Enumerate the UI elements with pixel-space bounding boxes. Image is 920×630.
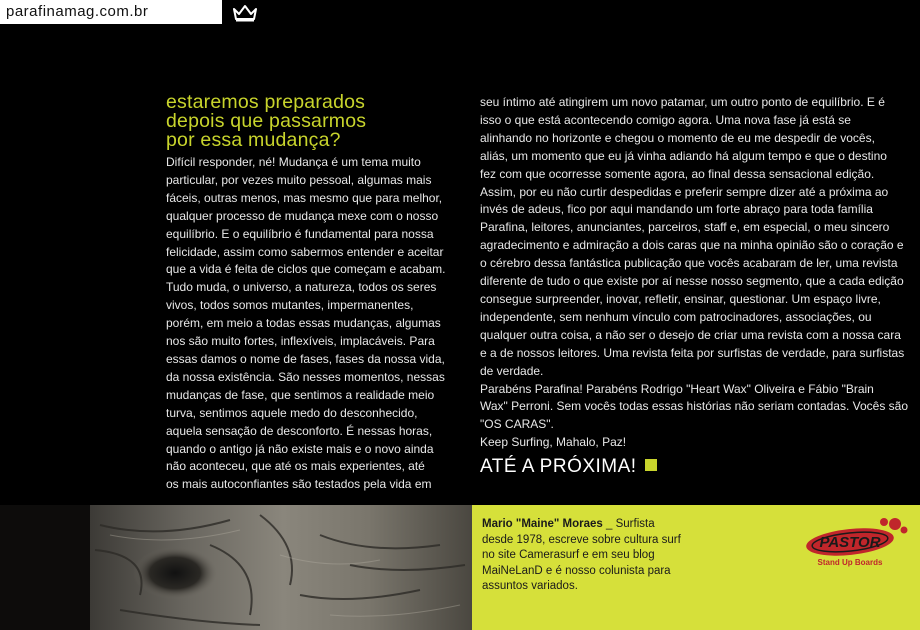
article-line: qualquer processo de mudança mexe com o nosso xyxy=(166,208,439,223)
article-line: Assim, por eu não curtir despedidas e preferir sempre dizer até a próxima ao xyxy=(480,184,889,199)
bio-text: _ Surfista xyxy=(602,518,655,530)
article-line: turva, sentimos aquele medo do desconhecido, xyxy=(166,405,418,420)
article-line: aquela sensação de desconforto. É nessas horas, xyxy=(166,423,433,438)
pastor-logo xyxy=(800,514,912,578)
article-line: independente, sem nenhum vínculo com patrocinadores, associações, ou xyxy=(480,309,872,324)
article-line: de verdade. xyxy=(480,363,544,378)
article-line: qualquer outra coisa, a não ser o desejo de criar uma revista com a nossa cara xyxy=(480,327,901,342)
heading-line: por essa mudança? xyxy=(166,129,341,151)
article-line: Parabéns Parafina! Parabéns Rodrigo "Heart Wax" Oliveira e Fábio "Brain xyxy=(480,381,874,396)
article-line: o cérebro dessa fantástica publicação que vocês acabaram de ler, uma revista xyxy=(480,256,898,271)
article-line: diferente de tudo o que existe por aí nesse nosso segmento, que a cada edição xyxy=(480,274,904,289)
elephant-photo xyxy=(0,505,472,630)
article-line: invés de adeus, fico por aqui mandando um forte abraço para toda família xyxy=(480,202,873,217)
article-line: fez com que ocorresse somente agora, ao final dessa sensacional edição. xyxy=(480,166,875,181)
article-line: agradecimento e admiração a dois caras que na minha opinião são o coração e xyxy=(480,238,904,253)
author-name: Mario "Maine" Moraes xyxy=(482,518,603,530)
article-line: e a de nossos leitores. Uma revista feita por surfistas de verdade, para surfistas xyxy=(480,345,905,360)
article-line: os mais autoconfiantes são testados pela vida em xyxy=(166,477,432,492)
heading-line: depois que passarmos xyxy=(166,110,367,132)
top-bar xyxy=(0,0,920,26)
article-line: particular, por vezes muito pessoal, algumas mais xyxy=(166,172,432,187)
closing-text: ATÉ A PRÓXIMA! xyxy=(480,456,637,477)
bio-line: MaiNeLanD e é nosso colunista para xyxy=(482,564,671,577)
bio-line: assuntos variados. xyxy=(482,580,578,593)
article-line: Parafina, leitores, anunciantes, parceiros, staff e, em especial, o meu sincero xyxy=(480,220,890,235)
article-line: da nossa existência. São nesses momentos, nessas xyxy=(166,369,445,384)
article-line: seu íntimo até atingirem um novo patamar, um outro ponto de equilíbrio. E é xyxy=(480,95,885,109)
article-heading xyxy=(166,93,436,150)
article-line: Tudo muda, o universo, a natureza, todos os seres xyxy=(166,280,437,295)
article-line: essas damos o nome de fases, fases da nossa vida, xyxy=(166,351,445,366)
article-line: isso o que está acontecendo comigo agora. Uma nova fase já está se xyxy=(480,112,851,127)
bio-line: no site Camerasurf e em seu blog xyxy=(482,549,655,562)
article-line: que a vida é feita de ciclos que começam e acabam. xyxy=(166,262,446,277)
article-column-right xyxy=(480,94,910,452)
article-line: felicidade, assim como sabermos entender e aceitar xyxy=(166,244,444,259)
closing-line xyxy=(480,456,657,478)
article-column-left xyxy=(166,154,456,494)
logo-brand: PASTOR xyxy=(819,534,881,551)
elephant-skin-texture xyxy=(0,505,472,630)
author-bio xyxy=(482,517,762,595)
article-line: quando o antigo já não existe mais e o novo ainda xyxy=(166,441,434,456)
bio-line: desde 1978, escreve sobre cultura surf xyxy=(482,533,681,546)
article-line: vivos, todos somos mutantes, impermanentes, xyxy=(166,298,414,313)
crown-icon xyxy=(232,3,258,23)
article-line: não aconteceu, que até os mais experientes, até xyxy=(166,459,425,474)
article-line: porém, em meio a todas essas mudanças, algumas xyxy=(166,316,441,331)
article-line: fáceis, outras menos, mas mesmo que para melhor, xyxy=(166,190,443,205)
logo-tagline: Stand Up Boards xyxy=(817,558,883,567)
article-line: consegue surpreender, inovar, refletir, ensinar, questionar. Um espaço livre, xyxy=(480,291,881,306)
article-line: mudanças de fase, que sentimos a realidade meio xyxy=(166,387,435,402)
article-line: aliás, um momento que eu já vinha adiando há algum tempo e que o destino xyxy=(480,148,887,163)
article-line: Wax" Perroni. Sem vocês todas essas histórias não seriam contadas. Vocês são xyxy=(480,399,909,414)
article-line: Difícil responder, né! Mudança é um tema muito xyxy=(166,155,421,169)
square-bullet-icon xyxy=(645,459,657,471)
site-url: parafinamag.com.br xyxy=(0,0,222,24)
article-line: nos são muito fortes, inflexíveis, implacáveis. Para xyxy=(166,334,435,349)
article-line: alinhando no horizonte e chegou o momento de eu me despedir de vocês, xyxy=(480,130,875,145)
article-line: Keep Surfing, Mahalo, Paz! xyxy=(480,435,627,450)
article-line: "OS CARAS". xyxy=(480,417,554,432)
heading-line: estaremos preparados xyxy=(166,91,366,113)
article-line: equilíbrio. E o equilíbrio é fundamental para nossa xyxy=(166,226,434,241)
